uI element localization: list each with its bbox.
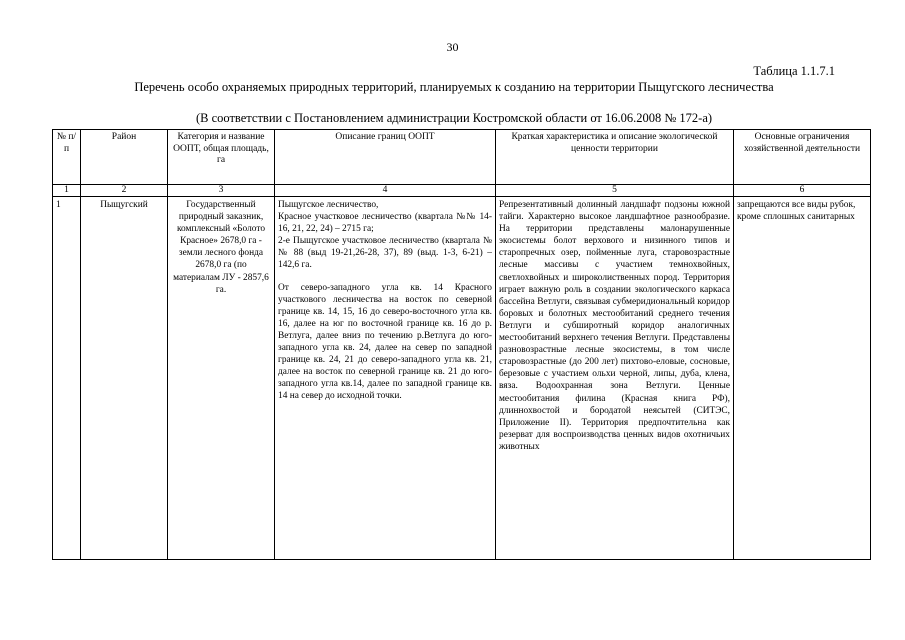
header-cell-restrictions: Основные ограничения хозяйственной деятельности — [734, 130, 871, 185]
cell-category: Государственный природный заказник, комплексный «Болото Красное» 2678,0 га - земли лесного фонда 2678,0 га (по материалам ЛУ - 2857,6 га. — [168, 197, 275, 560]
column-number: 4 — [275, 185, 496, 197]
column-number: 6 — [734, 185, 871, 197]
boundary-forestry: Пыщугское лесничество, — [278, 200, 379, 210]
boundary-krasnoe: Красное участковое лесничество (квартала №№ 14-16, 21, 22, 24) – 2715 га; — [278, 212, 492, 235]
table-caption: Таблица 1.1.7.1 — [753, 64, 835, 78]
boundary-route: От северо-западного угла кв. 14 Красного участкового лесничества на восток по северной границе кв. 14, 15, 16 до северо-восточного угла кв. 16, далее на юг по восточной границе кв. 16 до р. Ветлуга, далее вниз по течению р.Ветлуга до юго-западного угла кв. 24, далее на север по западной границе кв. 24, 21 до северо-западного угла кв. 21, далее на восток по северной границе кв. 21 до юго-западного угла кв.14, далее по западной границе кв. 14 на север до исходной точки. — [278, 282, 492, 402]
cell-restrictions: запрещаются все виды рубок, кроме сплошных санитарных — [734, 197, 871, 560]
cell-characteristic: Репрезентативный долинный ландшафт подзоны южной тайги. Характерно высокое ландшафтное разнообразие. На территории представлены малонарушенные экосистемы болот верхового и низинного типов и старопречных озер, пойменные луга, старовозрастные лесные массивы с участием темнохвойных, светлохвойных и широколиственных пород. Территория играет важную роль в создании экологического каркаса бассейна Ветлуги, связывая субмеридиональный коридор боровых и болотных местообитаний среднего течения Ветлуги и субширотный коридор аналогичных местообитаний верхнего течения Ветлуги. Представлены разновозрастные лесные экосистемы, в том числе старовозрастные (до 200 лет) пихтово-еловые, сосновые, березовые с участием ольхи черной, липы, дуба, клена, вяза. Водоохранная зона Ветлуги. Ценные местообитания филина (Красная книга РФ), длиннохвостой и бородатой неясытей (СИТЭС, Приложение II). Территория предпочтительна как резерват для воспроизводства ценных видов охотничьих животных — [496, 197, 734, 560]
cell-district: Пыщугский — [81, 197, 168, 560]
page-number: 30 — [446, 40, 459, 54]
header-cell-number: № п/п — [53, 130, 81, 185]
cell-boundary — [275, 197, 496, 560]
column-number: 2 — [81, 185, 168, 197]
header-cell-boundary: Описание границ ООПТ — [275, 130, 496, 185]
header-cell-district: Район — [81, 130, 168, 185]
protected-areas-table — [52, 129, 871, 560]
column-number-row — [53, 185, 871, 197]
column-number: 5 — [496, 185, 734, 197]
boundary-pyshchug: 2-е Пыщугское участковое лесничество (квартала №№ 88 (выд 19-21,26-28, 37), 89 (выд. 1-3, 6-21) – 142,6 га. — [278, 236, 492, 271]
page-subtitle: (В соответствии с Постановлением администрации Костромской области от 16.06.2008 № 172-а) — [195, 111, 713, 125]
cell-number: 1 — [53, 197, 81, 560]
header-cell-category: Категория и название ООПТ, общая площадь, га — [168, 130, 275, 185]
page-title: Перечень особо охраняемых природных территорий, планируемых к созданию на территории Пыщугского лесничества — [134, 80, 774, 94]
column-number: 3 — [168, 185, 275, 197]
header-cell-characteristic: Краткая характеристика и описание экологической ценности территории — [496, 130, 734, 185]
header-row — [53, 130, 871, 185]
table-row — [53, 197, 871, 560]
column-number: 1 — [53, 185, 81, 197]
